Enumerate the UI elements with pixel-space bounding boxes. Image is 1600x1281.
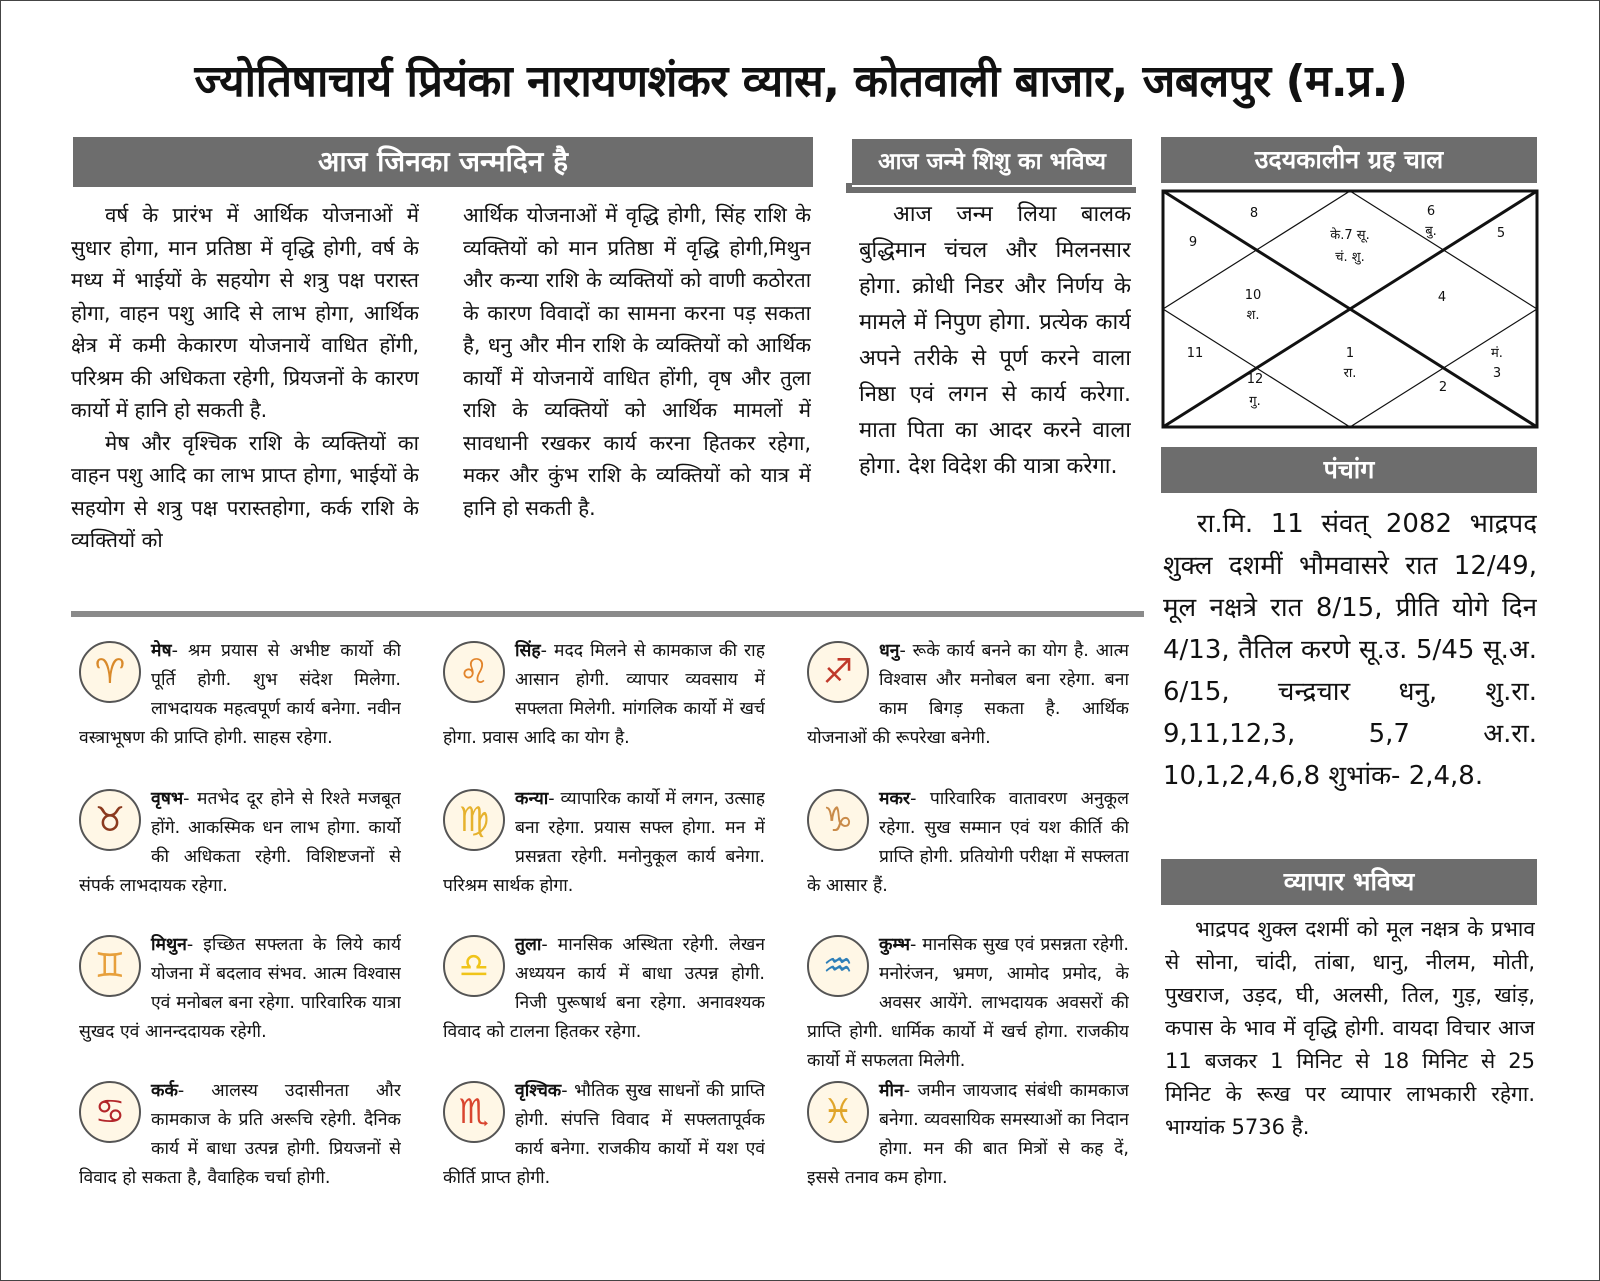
rashi-text: - पारिवारिक वातावरण अनुकूल रहेगा. सुख सम्मान एवं यश कीर्ति की प्राप्ति होगी. प्रतियोगी परीक्षा में सफ्लता के आसार हैं. bbox=[807, 789, 1129, 896]
rashi-name: मकर bbox=[879, 789, 911, 809]
rashi-text: - मानसिक अस्थिता रहेगी. लेखन अध्ययन कार्य में बाधा उत्पन्न होगी. निजी पुरूषार्थ बना रहेगा. अनावश्यक विवाद को टालना हितकर रहेगा. bbox=[443, 935, 765, 1042]
rashi-name: धनु bbox=[879, 641, 900, 661]
panchang-heading: पंचांग bbox=[1161, 447, 1537, 493]
business-text: भाद्रपद शुक्ल दशमीं को मूल नक्षत्र के प्रभाव से सोना, चांदी, तांबा, धानु, नीलम, मोती, पुखराज, उड़द, घी, अलसी, तिल, गुड़, खांड़, कपास के भाव में वृद्धि होगी. वायदा विचार आज 11 बजकर 1 मिनिट से 18 मिनिट से 25 मिनिट के रूख पर व्यापार लाभकारी रहेगा. भाग्यांक 5736 है. bbox=[1165, 917, 1535, 1139]
panchang-text-block bbox=[1163, 503, 1537, 843]
house-7-planets-line2: चं. शु. bbox=[1335, 250, 1365, 265]
business-text-block bbox=[1165, 913, 1535, 1233]
virgo-icon: ♍ bbox=[443, 789, 505, 851]
house-5: 5 bbox=[1496, 226, 1506, 241]
rashi-entry bbox=[443, 637, 765, 783]
house-10-planet: श. bbox=[1246, 308, 1260, 323]
rashi-text: - श्रम प्रयास से अभीष्ट कार्यो की पूर्ति होगी. शुभ संदेश मिलेगा. लाभदायक महत्वपूर्ण कार्य बनेगा. नवीन वस्त्राभूषण की प्राप्ति होगी. साहस रहेगा. bbox=[79, 641, 401, 748]
archer-icon: ♐ bbox=[807, 641, 869, 703]
house-12: 12 bbox=[1246, 372, 1264, 387]
goat-icon: ♑ bbox=[807, 789, 869, 851]
child-column bbox=[859, 197, 1131, 593]
rashi-text: - रूके कार्य बनने का योग है. आत्म विश्वास और मनोबल बना रहेगा. बना काम बिगड़ सकता है. आर्थिक योजनाओं की रूपरेखा बनेगी. bbox=[807, 641, 1129, 748]
house-10: 10 bbox=[1244, 288, 1262, 303]
house-4: 4 bbox=[1437, 290, 1447, 305]
ram-icon: ♈ bbox=[79, 641, 141, 703]
bull-icon: ♉ bbox=[79, 789, 141, 851]
rashi-entry bbox=[443, 1077, 765, 1223]
rashi-text: - आलस्य उदासीनता और कामकाज के प्रति अरूचि रहेगी. दैनिक कार्य में बाधा उत्पन्न होगी. प्रियजनों से विवाद हो सकता है, वैवाहिक चर्चा होगी. bbox=[79, 1081, 401, 1188]
rashi-entry bbox=[807, 1077, 1129, 1223]
child-heading: आज जन्मे शिशु का भविष्य bbox=[852, 139, 1132, 185]
rashi-text: - मतभेद दूर होने से रिश्ते मजबूत होंगे. आकस्मिक धन लाभ होगा. कार्यो की अधिकता रहेगी. विशिष्टजनों से संपर्क लाभदायक रहेगा. bbox=[79, 789, 401, 896]
birthday-paragraph: वर्ष के प्रारंभ में आर्थिक योजनाओं में सुधार होगा, मान प्रतिष्ठा में वृद्धि होगी, वर्ष के मध्य में भाईयों के सहयोग से शत्रु पक्ष परास्त होगा, वाहन पशु आदि से लाभ होगा, आर्थिक क्षेत्र में कमी केकारण योजनायें वाधित होंगी, परिश्रम की अधिकता रहेगी, प्रियजनों के कारण कार्यो में हानि हो सकती है. bbox=[71, 203, 419, 422]
house-6: 6 bbox=[1426, 204, 1436, 219]
birthday-paragraph: मेष और वृश्चिक राशि के व्यक्तियों का वाहन पशु आदि का लाभ प्राप्त होगा, भाईयों के सहयोग से शत्रु पक्ष परास्तहोगा, कर्क राशि के व्यक्तियों को bbox=[71, 430, 419, 552]
rashi-name: कुम्भ bbox=[879, 935, 910, 955]
scales-icon: ♎ bbox=[443, 935, 505, 997]
rashi-name: वृश्चिक bbox=[515, 1081, 562, 1101]
house-3-planet: मं. bbox=[1491, 346, 1503, 361]
rashi-entry bbox=[79, 637, 401, 783]
house-9: 9 bbox=[1188, 235, 1198, 250]
house-2: 2 bbox=[1438, 380, 1448, 395]
lion-icon: ♌ bbox=[443, 641, 505, 703]
birthday-paragraph: आर्थिक योजनाओं में वृद्धि होगी, सिंह राशि के व्यक्तियों को मान प्रतिष्ठा में वृद्धि होगी,मिथुन और कन्या राशि के व्यक्तियों को वाणी कठोरता के कारण विवादों का सामना करना पड़ सकता है, धनु और मीन राशि के व्यक्तियों को आर्थिक कार्यों में योजनायें वाधित होंगी, वृष और तुला राशि के व्यक्तियों को आर्थिक मामलों में सावधानी रखकर कार्य करना हितकर रहेगा, मकर और कुंभ राशि के व्यक्तियों को यात्र में हानि हो सकती है. bbox=[463, 203, 811, 520]
birthday-column-2 bbox=[463, 199, 811, 591]
rashi-entry bbox=[443, 931, 765, 1077]
house-7-planets-line1: के.7 सू. bbox=[1330, 228, 1370, 243]
house-11: 11 bbox=[1186, 346, 1204, 361]
twins-icon: ♊ bbox=[79, 935, 141, 997]
rashi-name: मिथुन bbox=[151, 935, 187, 955]
child-text: आज जन्म लिया बालक बुद्धिमान चंचल और मिलनसार होगा. क्रोधी निडर और निर्णय के मामले में निपुण होगा. प्रत्येक कार्य अपने तरीके से पूर्ण करने वाला निष्ठा एवं लगन से कार्य करेगा. माता पिता का आदर करने वाला होगा. देश विदेश की यात्रा करेगा. bbox=[859, 202, 1131, 479]
rashi-entry bbox=[807, 637, 1129, 783]
planet-chart-heading: उदयकालीन ग्रह चाल bbox=[1161, 137, 1537, 183]
rashi-entry bbox=[79, 1077, 401, 1223]
planet-chart bbox=[1161, 189, 1539, 429]
birthday-heading: आज जिनका जन्मदिन है bbox=[73, 137, 813, 187]
rashi-entry bbox=[807, 931, 1129, 1077]
rashi-name: वृषभ bbox=[151, 789, 184, 809]
kundli-diagram bbox=[1161, 189, 1539, 429]
rashi-name: कन्या bbox=[515, 789, 549, 809]
house-12-planet: गु. bbox=[1249, 394, 1261, 409]
rashi-name: तुला bbox=[515, 935, 542, 955]
rashi-name: कर्क bbox=[151, 1081, 178, 1101]
rashi-text: - मानसिक सुख एवं प्रसन्नता रहेगी. मनोरंजन, भ्रमण, आमोद प्रमोद, के अवसर आयेंगे. लाभदायक अवसरों की प्राप्ति होगी. धार्मिक कार्यो में खर्च होगा. राजकीय कार्यो में सफलता मिलेगी. bbox=[807, 935, 1129, 1071]
rashi-name: मेष bbox=[151, 641, 172, 661]
rashi-entry bbox=[443, 785, 765, 931]
rashi-name: मीन bbox=[879, 1081, 904, 1101]
rashi-entry bbox=[807, 785, 1129, 931]
water-bearer-icon: ♒ bbox=[807, 935, 869, 997]
rashi-text: - इच्छित सफ्लता के लिये कार्य योजना में बदलाव संभव. आत्म विश्वास एवं मनोबल बना रहेगा. पारिवारिक यात्रा सुखद एवं आनन्ददायक रहेगी. bbox=[79, 935, 401, 1042]
rashi-text: - मदद मिलने से कामकाज की राह आसान होगी. व्यापार व्यवसाय में सफ्लता मिलेगी. मांगलिक कार्यो में खर्च होगा. प्रवास आदि का योग है. bbox=[443, 641, 765, 748]
house-1-planet: रा. bbox=[1343, 366, 1357, 381]
rashi-entry bbox=[79, 785, 401, 931]
scorpion-icon: ♏ bbox=[443, 1081, 505, 1143]
fish-icon: ♓ bbox=[807, 1081, 869, 1143]
panchang-text: रा.मि. 11 संवत् 2082 भाद्रपद शुक्ल दशमीं भौमवासरे रात 12/49, मूल नक्षत्रे रात 8/15, प्रीति योगे दिन 4/13, तैतिल करणे सू.उ. 5/45 सू.अ. 6/15, चन्द्रचार धनु, शु.रा. 9,11,12,3, 5,7 अ.रा. 10,1,2,4,6,8 शुभांक- 2,4,8. bbox=[1163, 509, 1537, 791]
page-title: ज्योतिषाचार्य प्रियंका नारायणशंकर व्यास, कोतवाली बाजार, जबलपुर (म.प्र.) bbox=[194, 56, 1408, 107]
rashi-text: - भौतिक सुख साधनों की प्राप्ति होगी. संपत्ति विवाद में सफ्लतापूर्वक कार्य बनेगा. राजकीय कार्यो में यश एवं कीर्ति प्राप्त होगी. bbox=[443, 1081, 765, 1188]
house-6-planet: बु. bbox=[1425, 224, 1437, 239]
house-3: 3 bbox=[1492, 366, 1502, 381]
crab-icon: ♋ bbox=[79, 1081, 141, 1143]
rashi-entry bbox=[79, 931, 401, 1077]
birthday-column-1 bbox=[71, 199, 419, 591]
rashi-text: - जमीन जायजाद संबंधी कामकाज बनेगा. व्यवसायिक समस्याओं का निदान होगा. मन की बात मित्रों से कह दें, इससे तनाव कम होगा. bbox=[807, 1081, 1129, 1188]
rashi-text: - व्यापारिक कार्यो में लगन, उत्साह बना रहेगा. प्रयास सफ्ल होगा. मन में प्रसन्नता रहेगी. मनोनुकूल कार्य बनेगा. परिश्रम सार्थक होगा. bbox=[443, 789, 765, 896]
section-divider bbox=[71, 611, 1144, 617]
house-1: 1 bbox=[1345, 346, 1355, 361]
rashi-name: सिंह bbox=[515, 641, 541, 661]
house-8: 8 bbox=[1249, 206, 1259, 221]
business-heading: व्यापार भविष्य bbox=[1161, 859, 1537, 905]
